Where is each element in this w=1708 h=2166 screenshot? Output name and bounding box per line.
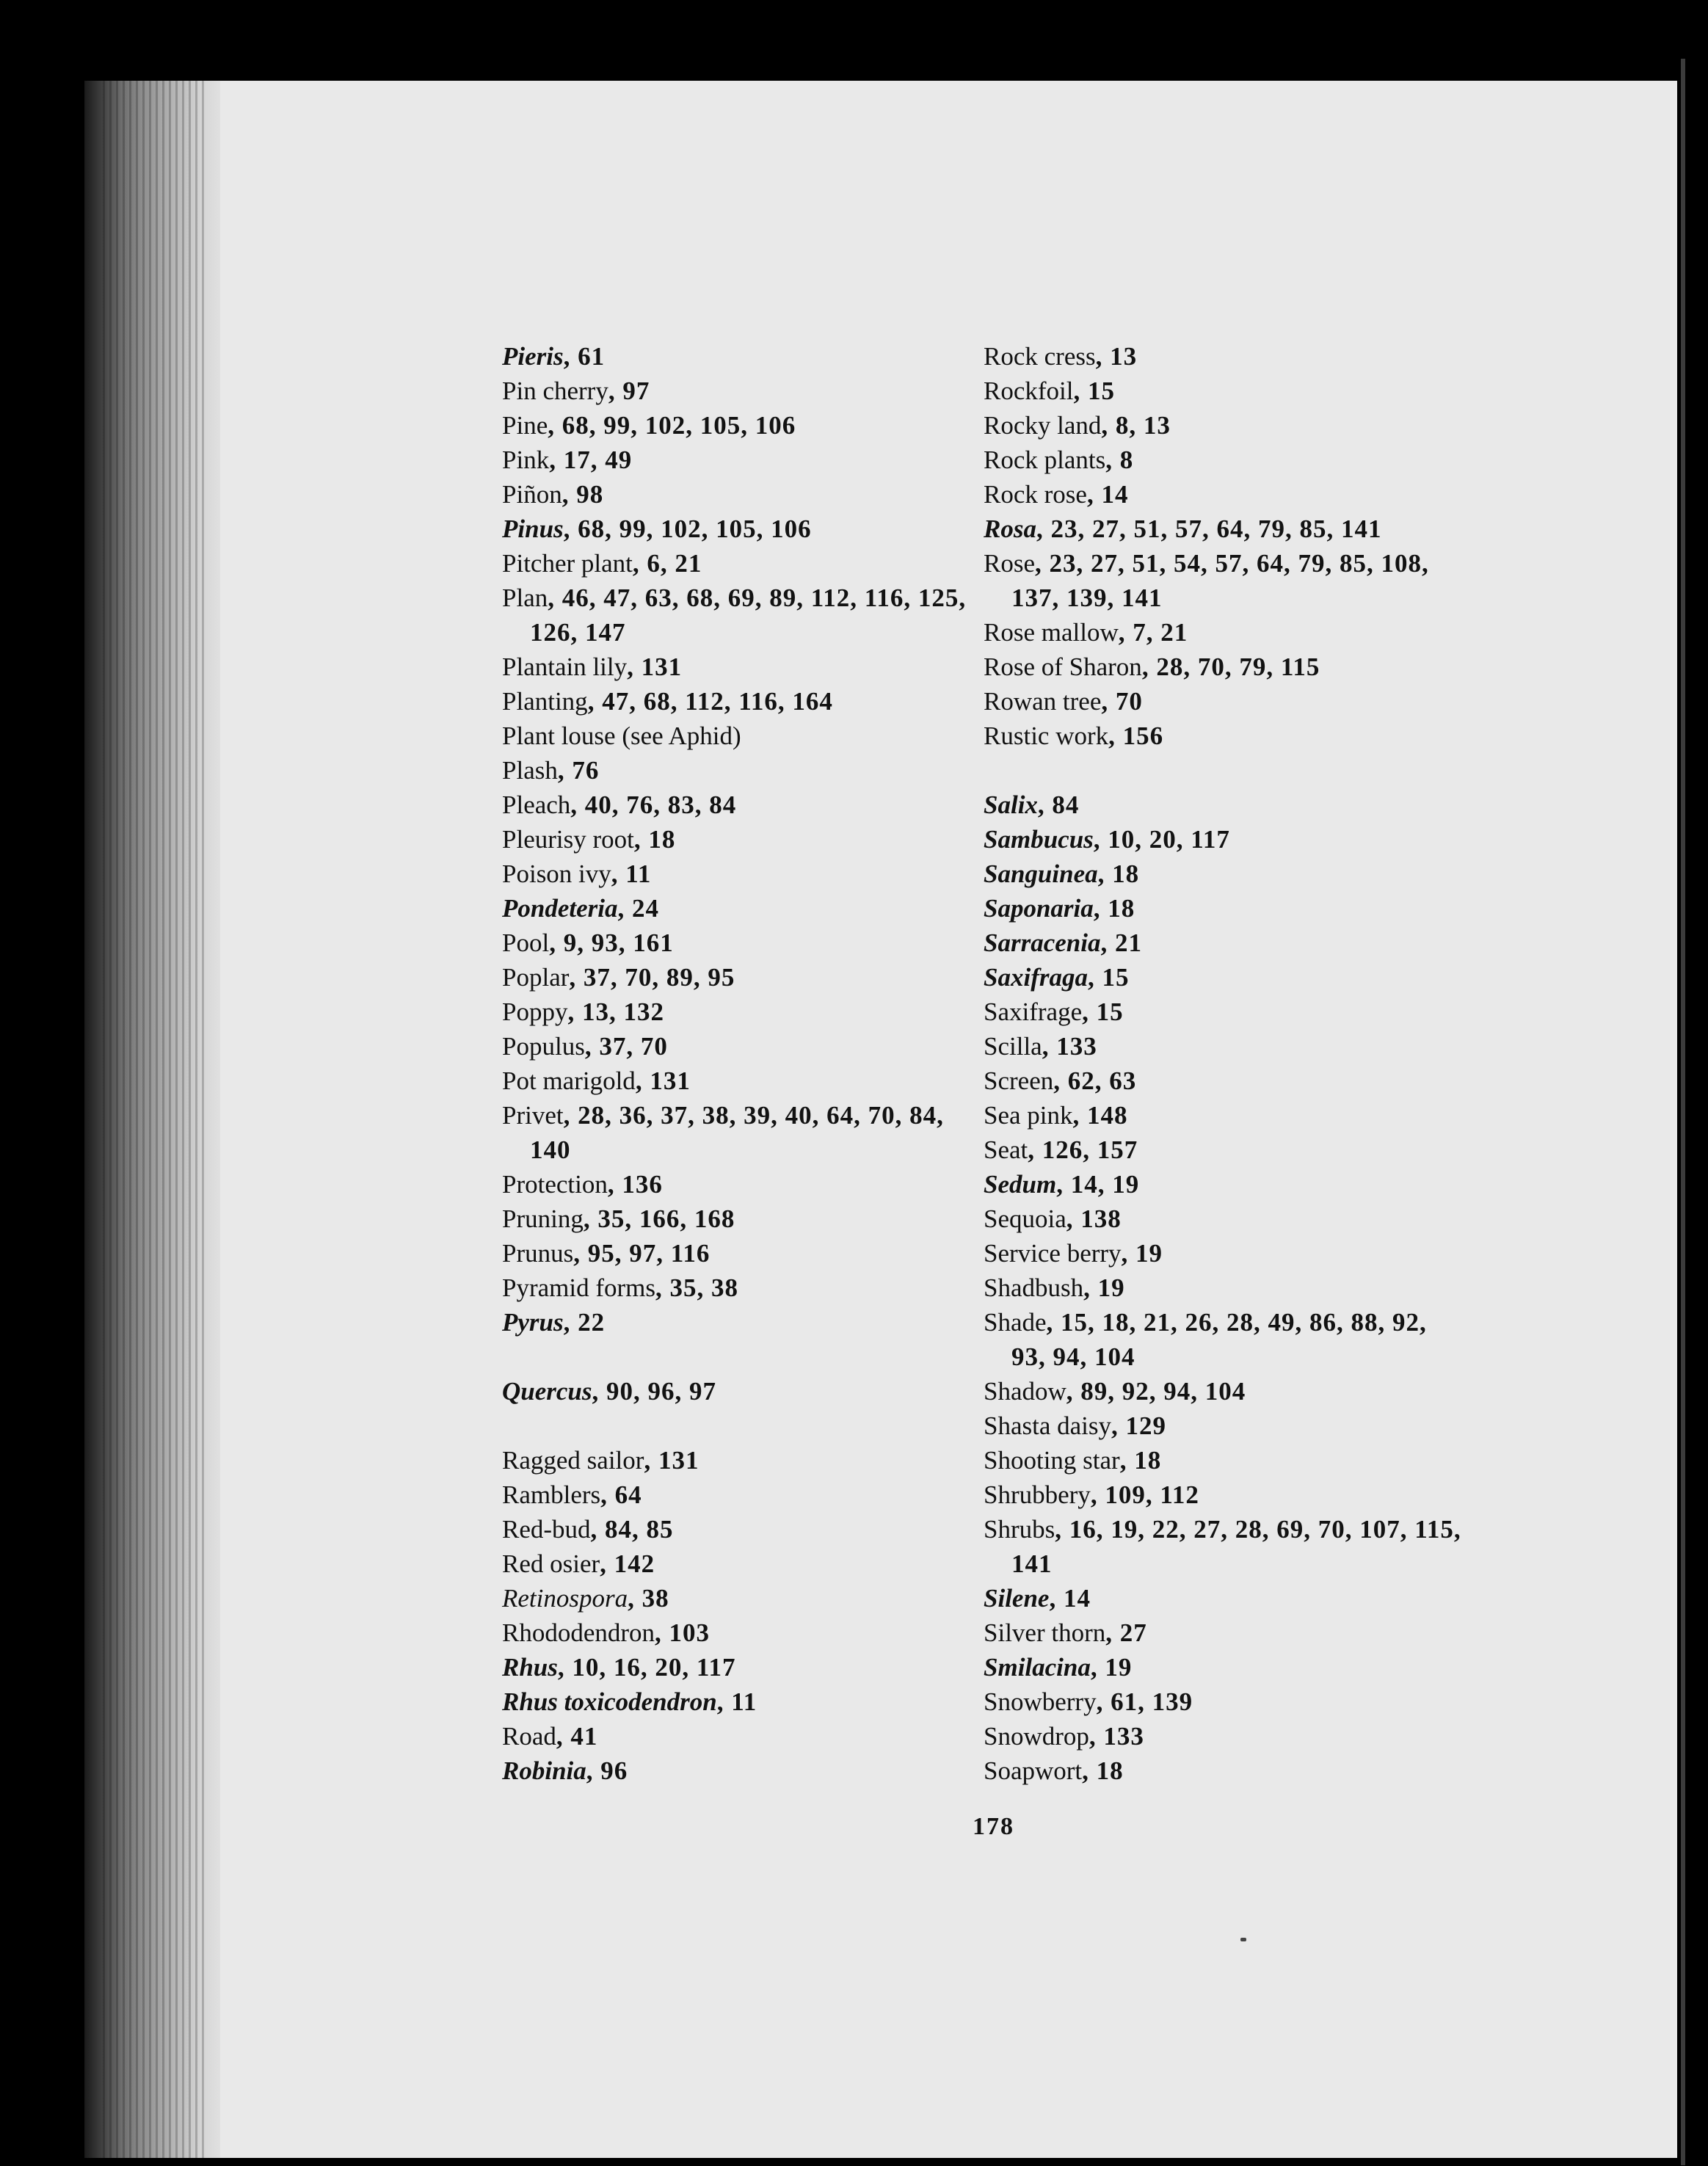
entry-pages: , 14, 19: [1056, 1170, 1140, 1199]
index-entry: [984, 1616, 1468, 1650]
entry-pages: , 15: [1082, 997, 1124, 1026]
entry-pages: , 27: [1105, 1618, 1147, 1647]
entry-pages: , 8: [1105, 446, 1134, 474]
index-entry: [984, 1167, 1468, 1202]
entry-term: Sarracenia: [984, 928, 1101, 957]
entry-pages: , 131: [644, 1446, 699, 1475]
index-entry: [502, 1098, 979, 1167]
entry-term: Sedum: [984, 1170, 1057, 1199]
index-entry: [984, 926, 1468, 960]
index-entry: [984, 1512, 1468, 1581]
entry-pages: , 62, 63: [1053, 1066, 1137, 1095]
entry-term: Red osier: [502, 1549, 600, 1578]
entry-pages: , 19: [1121, 1239, 1163, 1268]
entry-pages: , 84: [1037, 791, 1080, 819]
entry-pages: , 84, 85: [590, 1515, 674, 1544]
index-entry: [984, 1374, 1468, 1409]
index-entry: [502, 1753, 979, 1788]
index-entry: [502, 1236, 979, 1271]
index-entry: [984, 339, 1468, 374]
index-entry: [502, 719, 979, 753]
entry-pages: , 136: [607, 1170, 663, 1199]
entry-term: Sequoia: [984, 1204, 1066, 1233]
index-entry: [984, 1305, 1468, 1374]
print-speck: [1240, 1938, 1246, 1941]
entry-pages: , 46, 47, 63, 68, 69, 89, 112, 116, 125, 126, 147: [530, 584, 967, 647]
index-column-left: [502, 339, 979, 1788]
index-entry: [984, 615, 1468, 650]
entry-pages: , 38: [628, 1584, 669, 1613]
entry-pages: , 13: [1095, 342, 1138, 371]
entry-pages: , 10, 20, 117: [1093, 825, 1230, 854]
index-entry: [502, 1616, 979, 1650]
index-entry: [984, 1719, 1468, 1753]
entry-term: Rose mallow: [984, 618, 1119, 647]
index-entry: [984, 408, 1468, 443]
index-entry: [502, 891, 979, 926]
index-entry: [502, 1719, 979, 1753]
entry-term: Sambucus: [984, 825, 1094, 854]
entry-term: Rock cress: [984, 342, 1096, 371]
entry-pages: , 68, 99, 102, 105, 106: [548, 411, 796, 440]
entry-term: Plan: [502, 584, 548, 612]
entry-pages: , 89, 92, 94, 104: [1066, 1377, 1246, 1406]
index-entry: [984, 1685, 1468, 1719]
index-entry: [984, 477, 1468, 512]
index-entry: [502, 374, 979, 408]
index-entry: [502, 581, 979, 650]
entry-pages: , 126, 157: [1028, 1135, 1138, 1164]
entry-pages: , 9, 93, 161: [549, 928, 674, 957]
index-entry: [502, 1547, 979, 1581]
entry-pages: , 14: [1086, 480, 1129, 509]
entry-pages: , 96: [586, 1756, 628, 1785]
entry-term: Screen: [984, 1066, 1054, 1095]
entry-pages: , 28, 70, 79, 115: [1141, 653, 1320, 681]
entry-pages: , 131: [635, 1066, 691, 1095]
index-entry: [984, 1650, 1468, 1685]
entry-term: Silver thorn: [984, 1618, 1106, 1647]
entry-pages: , 15: [1073, 377, 1115, 405]
entry-term: Piñon: [502, 480, 562, 509]
index-entry: [984, 374, 1468, 408]
entry-term: Rockfoil: [984, 377, 1074, 405]
entry-term: Protection: [502, 1170, 608, 1199]
entry-pages: , 19: [1090, 1653, 1133, 1682]
index-entry: [502, 1512, 979, 1547]
index-entry: [502, 1202, 979, 1236]
entry-pages: , 131: [627, 653, 683, 681]
index-entry: [502, 443, 979, 477]
entry-term: Snowberry: [984, 1687, 1097, 1716]
entry-pages: , 15: [1087, 963, 1130, 992]
entry-term: Rock rose: [984, 480, 1087, 509]
entry-pages: , 142: [600, 1549, 655, 1578]
entry-term: Rhus: [502, 1653, 558, 1682]
entry-term: Pleurisy root: [502, 825, 634, 854]
entry-pages: , 68, 99, 102, 105, 106: [563, 515, 812, 543]
entry-pages: , 18: [1097, 860, 1140, 888]
index-entry: [502, 684, 979, 719]
index-entry: [502, 1167, 979, 1202]
entry-term: Rocky land: [984, 411, 1102, 440]
index-entry: [984, 1753, 1468, 1788]
index-entry: [502, 995, 979, 1029]
entry-term: Seat: [984, 1135, 1028, 1164]
entry-term: Populus: [502, 1032, 585, 1061]
entry-pages: , 28, 36, 37, 38, 39, 40, 64, 70, 84, 140: [530, 1101, 944, 1164]
entry-term: Service berry: [984, 1239, 1122, 1268]
entry-term: Shooting star: [984, 1446, 1120, 1475]
right-border-line: [1681, 59, 1685, 2165]
entry-term: Pyrus: [502, 1308, 564, 1337]
index-entry: [502, 1685, 979, 1719]
entry-pages: , 10, 16, 20, 117: [557, 1653, 736, 1682]
index-entry: [984, 1409, 1468, 1443]
entry-pages: , 23, 27, 51, 57, 64, 79, 85, 141: [1036, 515, 1382, 543]
index-entry: [984, 1098, 1468, 1133]
index-entry: [984, 891, 1468, 926]
entry-term: Plantain lily: [502, 653, 628, 681]
entry-term: Retinospora: [502, 1584, 628, 1613]
index-entry: [502, 1650, 979, 1685]
index-entry: [984, 1202, 1468, 1236]
index-entry: [984, 1478, 1468, 1512]
entry-term: Shrubs: [984, 1515, 1055, 1544]
index-entry: [502, 512, 979, 546]
entry-pages: , 35, 166, 168: [583, 1204, 735, 1233]
entry-pages: , 148: [1072, 1101, 1128, 1130]
index-entry: [984, 1236, 1468, 1271]
entry-term: Smilacina: [984, 1653, 1091, 1682]
index-entry: [984, 719, 1468, 753]
entry-term: Shadbush: [984, 1273, 1084, 1302]
index-entry: [502, 822, 979, 857]
entry-pages: , 133: [1042, 1032, 1097, 1061]
index-entry: [984, 995, 1468, 1029]
index-entry: [502, 1064, 979, 1098]
entry-term: Quercus: [502, 1377, 592, 1406]
entry-term: Poppy: [502, 997, 568, 1026]
entry-pages: , 18: [1119, 1446, 1162, 1475]
entry-pages: , 17, 49: [549, 446, 633, 474]
entry-term: Pin cherry: [502, 377, 608, 405]
entry-term: Rowan tree: [984, 687, 1102, 716]
entry-pages: , 37, 70: [584, 1032, 668, 1061]
entry-pages: , 15, 18, 21, 26, 28, 49, 86, 88, 92, 93, 94, 104: [1011, 1308, 1427, 1371]
index-entry: [502, 1581, 979, 1616]
entry-term: Sanguinea: [984, 860, 1098, 888]
entry-pages: , 98: [562, 480, 604, 509]
entry-term: Soapwort: [984, 1756, 1083, 1785]
entry-pages: , 18: [633, 825, 676, 854]
entry-pages: , 11: [611, 860, 652, 888]
entry-term: Pinus: [502, 515, 564, 543]
entry-pages: , 14: [1049, 1584, 1091, 1613]
index-entry: [502, 477, 979, 512]
index-entry: [984, 857, 1468, 891]
entry-term: Rock plants: [984, 446, 1106, 474]
entry-pages: , 109, 112: [1090, 1480, 1199, 1509]
entry-term: Plant louse (see Aphid): [502, 722, 741, 750]
index-entry: [984, 443, 1468, 477]
entry-pages: , 95, 97, 116: [573, 1239, 711, 1268]
entry-term: Robinia: [502, 1756, 586, 1785]
index-entry: [502, 408, 979, 443]
index-entry: [502, 650, 979, 684]
index-entry: [984, 512, 1468, 546]
index-entry: [984, 1133, 1468, 1167]
entry-term: Pine: [502, 411, 548, 440]
entry-term: Pruning: [502, 1204, 584, 1233]
entry-term: Shade: [984, 1308, 1047, 1337]
entry-term: Saxifrage: [984, 997, 1083, 1026]
index-entry: [984, 650, 1468, 684]
index-column-right: [984, 339, 1468, 1788]
index-entry: [984, 1581, 1468, 1616]
index-entry: [502, 1478, 979, 1512]
entry-pages: , 24: [617, 894, 659, 923]
entry-pages: , 103: [655, 1618, 711, 1647]
entry-pages: , 16, 19, 22, 27, 28, 69, 70, 107, 115, 141: [1011, 1515, 1461, 1578]
index-entry: [984, 546, 1468, 615]
entry-term: Scilla: [984, 1032, 1042, 1061]
entry-term: Rhododendron: [502, 1618, 655, 1647]
entry-pages: , 7, 21: [1118, 618, 1188, 647]
index-entry: [502, 753, 979, 788]
entry-pages: , 90, 96, 97: [592, 1377, 717, 1406]
index-entry: [984, 960, 1468, 995]
page-number: 178: [973, 1813, 1014, 1840]
entry-term: Pieris: [502, 342, 564, 371]
entry-term: Shadow: [984, 1377, 1066, 1406]
entry-term: Road: [502, 1722, 556, 1751]
index-entry: [502, 1305, 979, 1340]
index-entry: [502, 1271, 979, 1305]
entry-pages: , 40, 76, 83, 84: [570, 791, 737, 819]
entry-pages: , 35, 38: [655, 1273, 739, 1302]
entry-term: Pool: [502, 928, 550, 957]
index-entry: [984, 1271, 1468, 1305]
entry-pages: , 133: [1089, 1722, 1144, 1751]
entry-term: Sea pink: [984, 1101, 1073, 1130]
index-entry: [984, 1029, 1468, 1064]
index-entry: [984, 684, 1468, 719]
entry-pages: , 47, 68, 112, 116, 164: [587, 687, 833, 716]
entry-term: Pink: [502, 446, 550, 474]
entry-term: Prunus: [502, 1239, 574, 1268]
index-entry: [502, 339, 979, 374]
entry-term: Ramblers: [502, 1480, 601, 1509]
entry-pages: , 41: [556, 1722, 598, 1751]
index-entry: [502, 1029, 979, 1064]
entry-pages: , 19: [1083, 1273, 1125, 1302]
entry-term: Plash: [502, 756, 558, 785]
entry-term: Shrubbery: [984, 1480, 1091, 1509]
entry-term: Saponaria: [984, 894, 1094, 923]
entry-term: Poison ivy: [502, 860, 611, 888]
index-entry: [502, 1443, 979, 1478]
index-entry: [984, 1443, 1468, 1478]
entry-term: Pondeteria: [502, 894, 618, 923]
entry-term: Pleach: [502, 791, 571, 819]
page-edge-stripes: [103, 81, 206, 2158]
entry-pages: , 61: [563, 342, 606, 371]
index-entry: [984, 1064, 1468, 1098]
entry-term: Poplar: [502, 963, 570, 992]
entry-pages: , 11: [716, 1687, 757, 1716]
entry-pages: , 64: [600, 1480, 642, 1509]
index-entry: [984, 788, 1468, 822]
entry-pages: , 61, 139: [1096, 1687, 1193, 1716]
index-entry: [502, 857, 979, 891]
entry-term: Silene: [984, 1584, 1050, 1613]
entry-term: Snowdrop: [984, 1722, 1089, 1751]
entry-pages: , 76: [557, 756, 600, 785]
entry-pages: , 13, 132: [567, 997, 664, 1026]
index-entry: [502, 788, 979, 822]
entry-pages: , 37, 70, 89, 95: [569, 963, 735, 992]
entry-term: Rustic work: [984, 722, 1109, 750]
index-entry: [984, 822, 1468, 857]
entry-pages: , 22: [563, 1308, 606, 1337]
entry-pages: , 97: [608, 377, 650, 405]
entry-term: Salix: [984, 791, 1038, 819]
index-entry: [502, 960, 979, 995]
entry-pages: , 129: [1111, 1411, 1167, 1440]
index-entry: [502, 926, 979, 960]
entry-term: Planting: [502, 687, 588, 716]
entry-term: Rose of Sharon: [984, 653, 1142, 681]
entry-term: Shasta daisy: [984, 1411, 1112, 1440]
entry-term: Rhus toxicodendron: [502, 1687, 717, 1716]
index-entry: [502, 546, 979, 581]
entry-term: Rosa: [984, 515, 1036, 543]
entry-pages: , 23, 27, 51, 54, 57, 64, 79, 85, 108, 137, 139, 141: [1011, 549, 1429, 612]
entry-term: Pitcher plant: [502, 549, 633, 578]
entry-term: Saxifraga: [984, 963, 1088, 992]
entry-term: Privet: [502, 1101, 564, 1130]
entry-pages: , 18: [1093, 894, 1135, 923]
entry-pages: , 138: [1066, 1204, 1122, 1233]
entry-term: Pyramid forms: [502, 1273, 656, 1302]
entry-term: Red-bud: [502, 1515, 591, 1544]
entry-pages: , 6, 21: [632, 549, 702, 578]
entry-pages: , 8, 13: [1101, 411, 1171, 440]
entry-pages: , 21: [1100, 928, 1142, 957]
entry-pages: , 70: [1101, 687, 1143, 716]
entry-pages: , 156: [1108, 722, 1164, 750]
entry-pages: , 18: [1082, 1756, 1124, 1785]
entry-term: Pot marigold: [502, 1066, 636, 1095]
entry-term: Ragged sailor: [502, 1446, 644, 1475]
index-entry: [502, 1374, 979, 1409]
entry-term: Rose: [984, 549, 1035, 578]
